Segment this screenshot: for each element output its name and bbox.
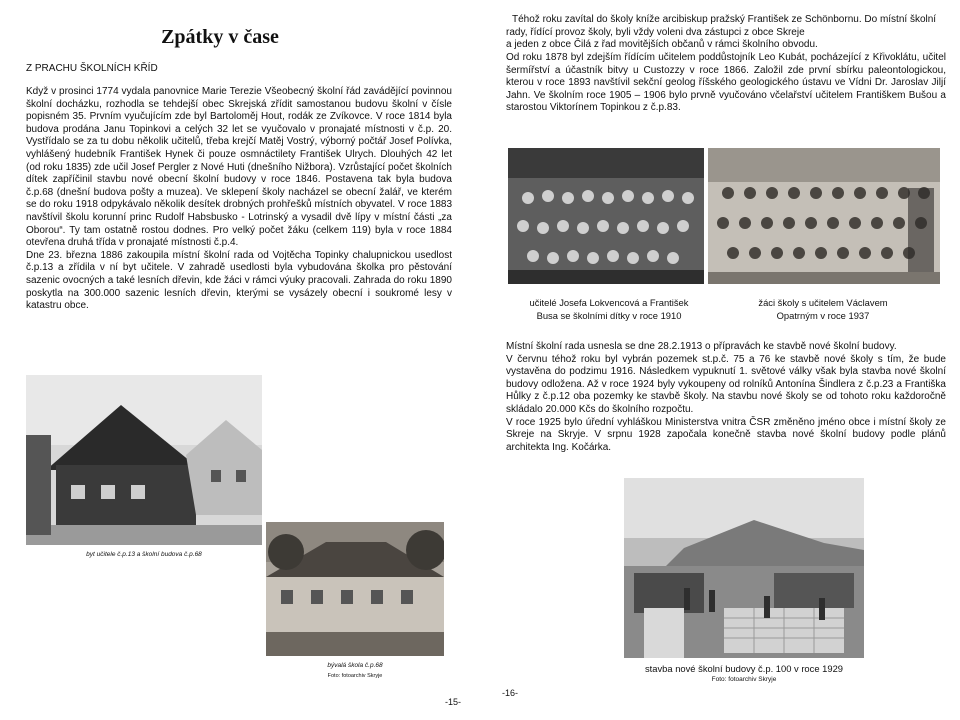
page-number: -15-	[445, 697, 462, 707]
photo-school-construction	[624, 478, 864, 658]
body-paragraph: Dne 23. března 1886 zakoupila místní školní rada od Vojtěcha Topinky chalupnickou usedlost č.p.13 a zřídila v ní byt učitele. V zahradě usedlosti byla vybudována školka pro pěstování sazenic ovocných a také lesních dřevin, kde žáci v rámci výuky pracovali. Zahrada do roku 1890 poskytla na 300.000 sazenic lesních dřevin, kterými se vysázely obecní i soukromé lesy v katastru obce.	[26, 249, 452, 312]
section-subtitle: Z PRACHU ŠKOLNÍCH KŘÍD	[26, 63, 158, 74]
photo-caption: učitelé Josefa Lokvencová a František Busa se školními dítky v roce 1910	[529, 297, 689, 321]
page-title: Zpátky v čase	[161, 26, 279, 48]
photo-caption: žáci školy s učitelem Václavem Opatrným v roce 1937	[758, 297, 888, 321]
intro-line: rady, řídící provoz školy, byli vždy voleni dva zástupci z obce Skreje	[506, 26, 805, 38]
photo-class-1910	[508, 148, 704, 284]
photo-old-school	[266, 522, 444, 656]
photo-caption: byt učitele č.p.13 a školní budova č.p.68	[86, 551, 202, 558]
photo-credit: Foto: fotoarchiv Skryje	[327, 673, 383, 679]
body-paragraph: Když v prosinci 1774 vydala panovnice Marie Terezie Všeobecný školní řád zavádějící povinnou školní docházku, rozhodla se tehdejší obec Skrejská zřídit samostanou budovu školní v čísle popisném 35. Prvním vyučujícím zde byl Bartoloměj Hout, rodák ze Zvíkovce. V roce 1814 byla budova prodána Janu Topinkovi a celých 32 let se vyučovalo v pronajaté místnosti v č.p. 20. Vystřídalo se za tu dobu několik učitelů, třeba krejčí Matěj Vostrý, výborný počtář Josef Polívka, vyhlášený hudebník František Hynek či pouze osmnáctilety František Ulrych. Dlouhých 42 let (od roku 1835) zde učil Josef Pergler z Nové Huti (dnešního Nižbora). Vzrůstající počet školních dítek zapříčinil stavbu nové obecní školní budovy v roce 1846. Postavena tak byla budova č.p.68 (dnešní budova pošty a muzea). Ve sklepení školy nacházel se obecní žalář, ve kterém se do roku 1918 odpykávalo několik desítek drobných prohřešků místních obyvatel. V roce 1883 navštívil školu korunní princ Rudolf Habsbusko - Lotrinský a vysadil dvě lípy v místní části „za Oborou“. Ty tam ostatně rostou dodnes. Pro velký počet žáku (celkem 119) byla v roce 1884 otevřena druhá třída v pronajaté místnosti č.p.4.	[26, 86, 452, 249]
page-number: -16-	[502, 688, 519, 698]
photo-teacher-house	[26, 375, 262, 545]
right-page	[480, 0, 960, 720]
photo-caption: stavba nové školní budovy č.p. 100 v roce 1929	[644, 663, 844, 674]
right-intro-text	[506, 14, 946, 52]
right-intro-paragraph	[506, 52, 946, 115]
right-middle-text	[506, 341, 946, 454]
photo-credit: Foto: fotoarchiv Skryje	[711, 676, 777, 683]
left-body-text	[26, 86, 452, 313]
intro-line: Téhož roku zavítal do školy kníže arcibiskup pražský František ze Schönbornu. Do místní školní	[512, 14, 937, 25]
body-paragraph: Místní školní rada usnesla se dne 28.2.1913 o přípravách ke stavbě nové školní budovy.	[506, 341, 897, 352]
photo-caption: bývalá škola č.p.68	[327, 662, 383, 669]
photo-class-1937	[708, 148, 940, 284]
body-paragraph: V červnu téhož roku byl vybrán pozemek st.p.č. 75 a 76 ke stavbě nové školy s tím, že bude vystavěna do podzimu 1916. Následkem vypuknutí 1. světové války však byla stavba nové školní budovy odložena. Až v roce 1924 byly vykoupeny od rolníků Antonína Šindlera z č.p.23 a Františka Hůlky z č.p.12 oba pozemky ke stavbě školy. Na stavbu nové školy se od tohoto roku každoročně skládalo 20.000 Kčs do školního rozpočtu.	[506, 353, 946, 415]
body-paragraph: V roce 1925 bylo úřední vyhláškou Ministerstva vnitra ČSR změněno jméno obce i místní školy ze Skreje na Skryje. V srpnu 1928 započala konečně stavba nové školní budovy podle plánů architekta Ing. Kočárka.	[506, 416, 946, 453]
intro-line: a jeden z obce Čilá z řad movitějších občanů v rámci školního obvodu.	[506, 39, 818, 51]
body-paragraph: Od roku 1878 byl zdejším řídícím učitelem poddůstojník Leo Kubát, pocházející z Křivoklátu, učitel šermířství a účastník bitvy u Custozzy v roce 1866. Založil zde první sbírku paleontologickou, kterou v roce 1893 navštívil sekční geolog říšského geologického ústavu ve Vídni Dr. Jaroslav Jiljí Jahn. Ve školním roce 1905 – 1906 bylo prvně vyučováno včelařství učitelem Františkem Bušou a starostou Viktorínem Topinkou z č.p.83.	[506, 52, 946, 114]
